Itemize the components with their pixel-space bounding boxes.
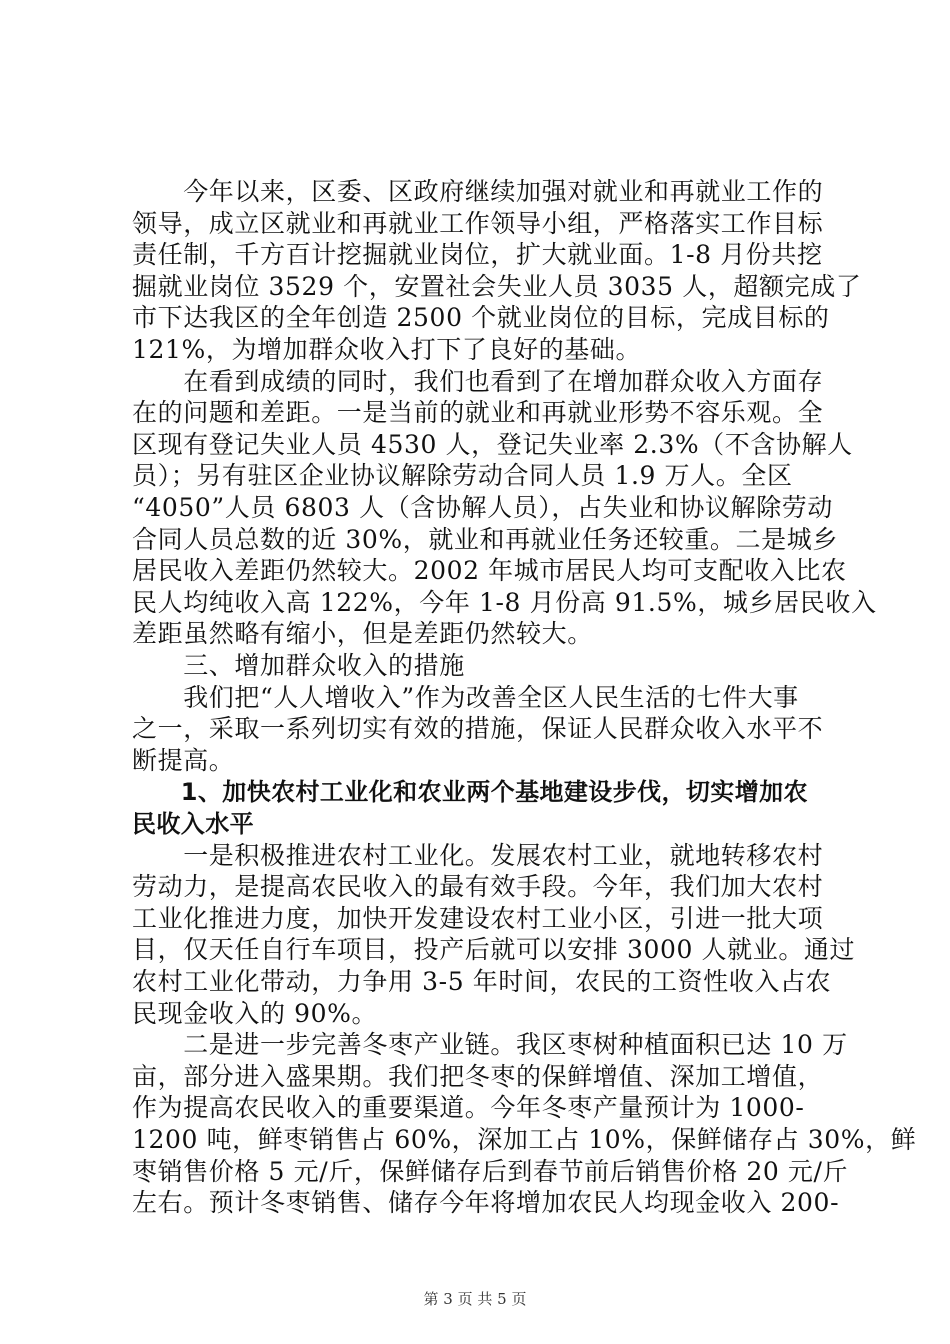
text-line: 121%，为增加群众收入打下了良好的基础。 bbox=[132, 335, 642, 364]
text-line: 市下达我区的全年创造 2500 个就业岗位的目标，完成目标的 bbox=[132, 303, 830, 333]
text-line: 劳动力，是提高农民收入的最有效手段。今年，我们加大农村 bbox=[132, 872, 824, 902]
text-line: 责任制，千方百计挖掘就业岗位，扩大就业面。1-8 月份共挖 bbox=[132, 240, 823, 270]
text-line: 在的问题和差距。一是当前的就业和再就业形势不容乐观。全 bbox=[132, 398, 824, 428]
text-line: 目，仅天任自行车项目，投产后就可以安排 3000 人就业。通过 bbox=[132, 935, 856, 965]
section-heading-line: 民收入水平 bbox=[132, 810, 254, 838]
text-line: “4050”人员 6803 人（含协解人员），占失业和协议解除劳动 bbox=[132, 493, 834, 522]
text-line: 左右。预计冬枣销售、储存今年将增加农民人均现金收入 200- bbox=[132, 1188, 840, 1218]
text-line: 之一，采取一系列切实有效的措施，保证人民群众收入水平不 bbox=[132, 714, 824, 744]
text-line: 枣销售价格 5 元/斤，保鲜储存后到春节前后销售价格 20 元/斤 bbox=[132, 1156, 849, 1186]
text-line: 断提高。 bbox=[132, 745, 235, 775]
text-line: 在看到成绩的同时，我们也看到了在增加群众收入方面存 bbox=[132, 366, 824, 396]
text-line: 差距虽然略有缩小，但是差距仍然较大。 bbox=[132, 619, 593, 649]
text-line: 1200 吨，鲜枣销售占 60%，深加工占 10%，保鲜储存占 30%，鲜 bbox=[132, 1125, 917, 1154]
text-line: 农村工业化带动，力争用 3-5 年时间，农民的工资性收入占农 bbox=[132, 967, 832, 996]
text-line: 一是积极推进农村工业化。发展农村工业，就地转移农村 bbox=[132, 840, 824, 870]
text-line: 亩，部分进入盛果期。我们把冬枣的保鲜增值、深加工增值， bbox=[132, 1061, 824, 1091]
text-line: 合同人员总数的近 30%，就业和再就业任务还较重。二是城乡 bbox=[132, 524, 838, 554]
text-line: 今年以来，区委、区政府继续加强对就业和再就业工作的 bbox=[132, 177, 824, 206]
text-line: 民现金收入的 90%。 bbox=[132, 998, 378, 1028]
page-footer: 第 3 页 共 5 页 bbox=[423, 1290, 527, 1308]
text-line: 员）；另有驻区企业协议解除劳动合同人员 1.9 万人。全区 bbox=[132, 461, 793, 491]
text-line: 二是进一步完善冬枣产业链。我区枣树种植面积已达 10 万 bbox=[132, 1030, 848, 1060]
text-line: 民人均纯收入高 122%，今年 1-8 月份高 91.5%，城乡居民收入 bbox=[132, 587, 877, 617]
text-line: 三、增加群众收入的措施 bbox=[132, 651, 465, 680]
text-line: 我们把“人人增收入”作为改善全区人民生活的七件大事 bbox=[132, 682, 799, 712]
text-line: 领导，成立区就业和再就业工作领导小组，严格落实工作目标 bbox=[132, 208, 824, 238]
text-line: 区现有登记失业人员 4530 人，登记失业率 2.3%（不含协解人 bbox=[132, 429, 853, 459]
text-line: 作为提高农民收入的重要渠道。今年冬枣产量预计为 1000- bbox=[132, 1093, 805, 1123]
section-heading-line: 1、加快农村工业化和农业两个基地建设步伐，切实增加农 bbox=[132, 778, 808, 807]
text-line: 工业化推进力度，加快开发建设农村工业小区，引进一批大项 bbox=[132, 903, 824, 933]
text-line: 居民收入差距仍然较大。2002 年城市居民人均可支配收入比农 bbox=[132, 556, 847, 586]
text-line: 掘就业岗位 3529 个，安置社会失业人员 3035 人，超额完成了 bbox=[132, 271, 862, 301]
